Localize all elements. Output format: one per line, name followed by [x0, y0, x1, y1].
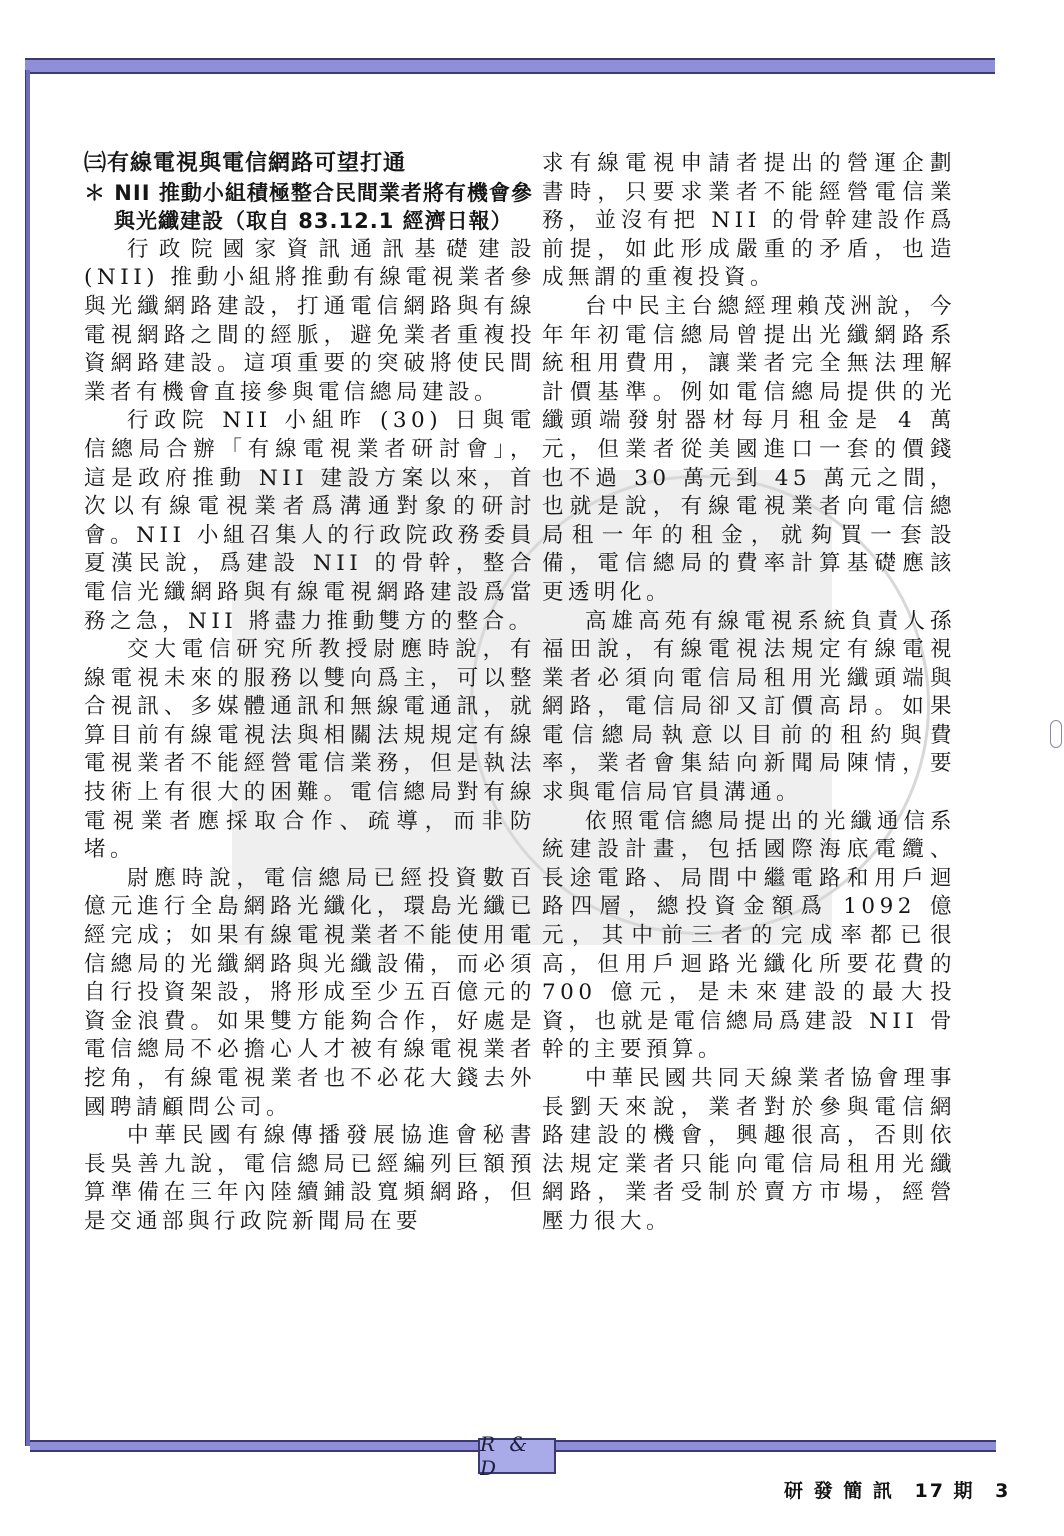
paragraph: 中華民國有線傳播發展協進會秘書長吳善九說，電信總局已經編列巨額預算準備在三年內陸續鋪設寬頻網路，但是交通部與行政院新聞局在要	[84, 1123, 536, 1234]
right-column	[542, 150, 956, 1237]
issue-number: 17 期	[914, 1480, 975, 1502]
paragraph: 交大電信研究所教授尉應時說，有線電視未來的服務以雙向爲主，可以整合視訊、多媒體通訊和無線電通訊，就算目前有線電視法與相關法規規定有線電視業者不能經營電信業務，但是執法技術上有很大的困難。電信總局對有線電視業者應採取合作、疏導，而非防堵。	[84, 637, 536, 863]
paragraph: 行政院國家資訊通訊基礎建設 (NII) 推動小組將推動有線電視業者參與光纖網路建設，打通電信網路與有線電視網路之間的經脈，避免業者重複投資網路建設。這項重要的突破將使民間業者有機會直接參與電信總局建設。	[84, 236, 536, 405]
publication-name: 研 發 簡 訊	[784, 1480, 894, 1502]
paragraph-continuation: 求有線電視申請者提出的營運企劃書時，只要求業者不能經營電信業務，並沒有把 NII 的骨幹建設作爲前提，如此形成嚴重的矛盾，也造成無謂的重複投資。	[542, 151, 956, 291]
paragraph: 行政院 NII 小組昨 (30) 日與電信總局合辦「有線電視業者研討會」，這是政府推動 NII 建設方案以來，首次以有線電視業者爲溝通對象的研討會。NII 小組召集人的行政院政務委員夏漢民說，爲建設 NII 的骨幹，整合電信光纖網路與有線電視網路建設爲當務之急，NII 將盡力推動雙方的整合。	[84, 408, 536, 634]
paragraph: 依照電信總局提出的光纖通信系統建設計畫，包括國際海底電纜、長途電路、局間中繼電路和用戶迴路四層，總投資金額爲 1092 億元，其中前三者的完成率都已很高，但用戶迴路光纖化所要花費的 700 億元，是未來建設的最大投資，也就是電信總局爲建設 NII 骨幹的主要預算。	[542, 808, 956, 1063]
paragraph: 高雄高苑有線電視系統負責人孫福田說，有線電視法規定有線電視業者必須向電信局租用光纖頭端與網路，電信局卻又訂價高昂。如果電信總局執意以目前的租約與費率，業者會集結向新聞局陳情，要求與電信局官員溝通。	[542, 608, 956, 806]
paragraph: 台中民主台總經理賴茂洲說，今年年初電信總局曾提出光纖網路系統租用費用，讓業者完全無法理解計價基準。例如電信總局提供的光纖頭端發射器材每月租金是 4 萬元，但業者從美國進口一套的價錢也不過 30 萬元到 45 萬元之間，也就是說，有線電視業者向電信總局租一年的租金，就夠買一套設備，電信總局的費率計算基礎應該更透明化。	[542, 293, 956, 605]
paragraph: 中華民國共同天線業者協會理事長劉天來說，業者對於參與電信網路建設的機會，興趣很高，否則依法規定業者只能向電信局租用光纖網路，業者受制於賣方市場，經營壓力很大。	[542, 1066, 956, 1234]
page-edge-mark	[1050, 720, 1062, 748]
article-subtitle: ＊ NII 推動小組積極整合民間業者將有機會參與光纖建設（取自 83.12.1 經濟日報）	[84, 180, 533, 234]
left-column	[84, 150, 536, 1237]
section-title: ㈢有線電視與電信網路可望打通	[84, 151, 407, 176]
left-frame-bar	[25, 70, 30, 1446]
rd-badge: R & D	[478, 1438, 556, 1474]
paragraph: 尉應時說，電信總局已經投資數百億元進行全島網路光纖化，環島光纖已經完成；如果有線電視業者不能使用電信總局的光纖網路與光纖設備，而必須自行投資架設，將形成至少五百億元的資金浪費。如果雙方能夠合作，好處是電信總局不必擔心人才被有線電視業者挖角，有線電視業者也不必花大錢去外國聘請顧問公司。	[84, 865, 536, 1120]
page-footer	[784, 1476, 1022, 1503]
top-frame-bar	[25, 58, 995, 74]
page-number: 3	[995, 1480, 1011, 1502]
